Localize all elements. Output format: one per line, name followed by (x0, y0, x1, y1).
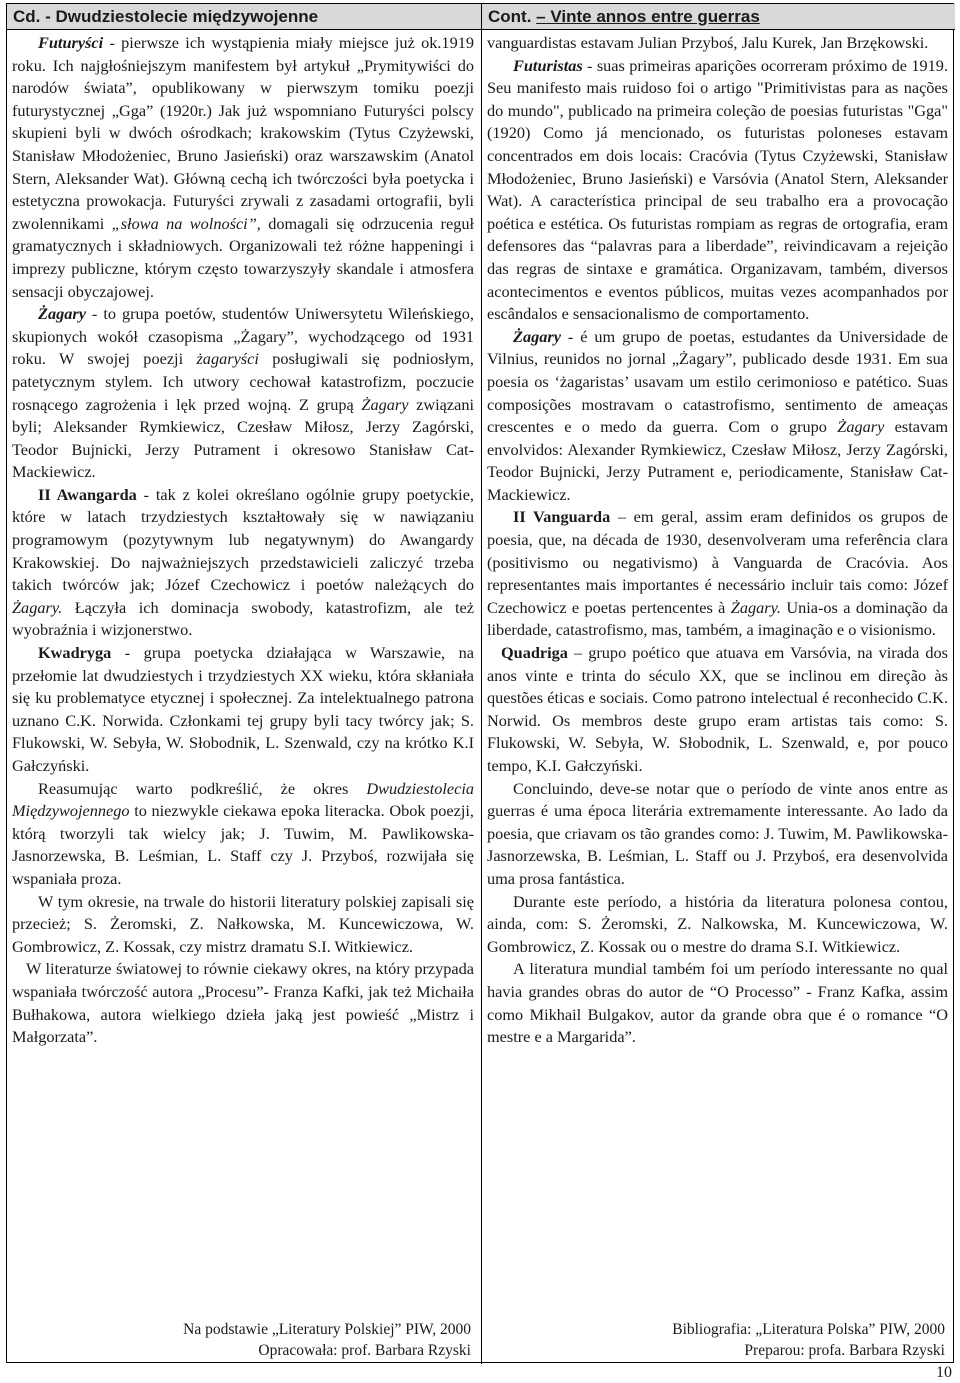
kwadryga-paragraph (12, 642, 474, 778)
futurysci-text-2: , domagali się odrzucenia reguł gramatycznych i składniowych. Organizowali też różne happeningi i imprezy publiczne, którym często towarzyszyły skandale i atmosfera sensacji obyczajowej. (12, 213, 475, 301)
quadriga-term: Quadriga (501, 643, 568, 663)
header-title-underlined (536, 7, 760, 26)
awangarda-term: II Awangarda (38, 484, 137, 504)
summary-rest: to niezwykle ciekawa epoka literacka. Obok poezji, którą tworzyli tak wielcy jak; J. Tuwim, M. Pawlikowska-Jasnorzewska, B. Leśmian, L. Staff czy J. Przyboś, rozwijała się wspaniała proza. (12, 801, 474, 888)
portuguese-column (482, 30, 955, 1364)
futuristas-paragraph (487, 55, 948, 326)
vanguarda-text-2: Unia-os a dominação da liberdade, catastrofismo, mas, também, a imaginação e o visionismo. (487, 597, 948, 640)
bilingual-table (6, 3, 954, 1363)
vanguarda-term: II Vanguarda (513, 507, 611, 527)
zagary-text-2: posługiwali się podniosłym, patetycznym stylem. Ich utwory cechował katastrofizm, poczucie rosnącego zagrożenia i lęk przed wojną. Z grupą (12, 349, 475, 414)
zagary-text: - to grupa poetów, studentów Uniwersytetu Wileńskiego, skupionych wokół czasopisma „Żagary”, wychodzącego od 1931 roku. W swojej poezji (12, 304, 474, 369)
kwadryga-text: - grupa poetycka działająca w Warszawie, na przełomie lat dwudziestych i trzydziestych XX wieku, która skłaniała się ku problematyce etycznej i społecznej. Za intelektualnego patrona uznano C.K. Norwida. Członkami tej grupy byli tacy twórcy jak; S. Flukowski, W. Sebyła, W. Słobodnik, L. Szenwald, czy na krótko K.I Gałczyński. (12, 643, 474, 775)
awangarda-text-2: Łączyła ich dominacja swobody, katastrofizm, ale też wyobraźnia i wizjonerstwo. (12, 597, 474, 640)
zagary-pt-text: - é um grupo de poetas, estudantes da Universidade de Vilnius, reunidos no jornal „Żagary”, publicado desde 1931. Em sua poesia os ‘żagaristas’ usavam um estilo cerimonioso e patético. Suas composições mostravam o catastrofismo, sentimento de ameaças crescentes e o medo da guerra. Com o grupo (487, 326, 948, 437)
summary-term: Dwudziestolecia Międzywojennego (12, 778, 474, 821)
awangarda-text: - tak z kolei określano ogólnie grupy poetyckie, które w latach trzydziestych kształtowały się w nawiązaniu programowym (pozytywnym lub negatywnym) do Awangardy Krakowskiej. Do najważniejszych przedstawicieli zaliczyć trzeba takich twórców jak; Józef Czechowicz i poetów należących do (12, 484, 474, 595)
conclusion-paragraph: Concluindo, deve-se notar que o período de vinte anos entre as guerras é uma época literária extremamente interessante. Ao lado da poesia, que criavam os tão grandes como: J. Tuwim, M. Pawlikowska-Jasnorzewska, B. Leśmian, L. Staff ou J. Przyboś, era desenvolvida uma prosa fantástica. (487, 778, 948, 888)
vanguarda-zagary: Żagary. (730, 597, 781, 617)
zagary-text-3: związani byli; Aleksander Rymkiewicz, Czesław Miłosz, Jerzy Zagórski, Teodor Bujnicki, Jerzy Putrament i okresowo Stanisław Cat-Mackiewicz. (12, 394, 475, 482)
futurysci-term: Futuryści (38, 33, 104, 52)
quadriga-text: – grupo poético que atuava em Varsóvia, na virada dos anos vinte e trinta do século XX, que se inclinou em direção às questões éticas e sociais. Como patrono intelectual é reconhecido C.K. Norwid. Os membros deste grupo eram artistas tais como: S. Flukowski, W. Sebyła, W. Słobodnik, L. Szenwald, e, por pouco tempo, K.I. Gałczyński. (487, 643, 948, 775)
polish-header: Cd. - Dwudziestolecie międzywojenne (7, 4, 482, 30)
header-prefix: Cont. (488, 7, 537, 26)
futurysci-text: - pierwsze ich wystąpienia miały miejsce już ok.1919 roku. Ich najgłośniejszym manifestem był artykuł „Prymitywiści do narodów świata”, opublikowany w pierwszym tomiku poezji futurystycznej „Gga” (1920r.) Jak już wspomniano Futuryści polscy skupieni byli w dwóch ośrodkach; krakowskim (Tytus Czyżewski, Stanisław Młodożeniec, Bruno Jasieński) oraz warszawskim (Anatol Stern, Aleksander Wat). Główną cechą ich twórczości była poetycka i estetyczna prowokacja. Futuryści zrywali z zasadami ortografii, byli zwolennikami (12, 33, 474, 233)
summary-paragraph (12, 778, 474, 891)
world-pt-paragraph: A literatura mundial também foi um período interessante no qual havia grandes obras do autor de “O Processo” - Franz Kafka, assim como Mikhail Bulgakov, autor da grande obra que é o romance “O mestre e a Margarida”. (487, 959, 948, 1047)
summary-start: Reasumując warto podkreślić, że okres (38, 778, 367, 798)
polish-source: Na podstawie „Literatury Polskiej” PIW, 2000 (183, 1321, 471, 1338)
zagary-paragraph (12, 303, 474, 484)
futuristas-term: Futuristas (513, 55, 583, 75)
prose-pt-paragraph: Durante este período, a história da literatura polonesa contou, ainda, com: S. Żeromski, Z. Nalkowska, M. Kuncewiczowa, W. Gombrowicz, Z. Kossak ou o mestre do drama S.I. Witkiewicz. (487, 891, 948, 956)
portuguese-signature (672, 1319, 945, 1361)
portuguese-header (482, 4, 955, 30)
quadriga-paragraph (487, 642, 948, 778)
portuguese-author: Preparou: profa. Barbara Rzyski (744, 1342, 945, 1359)
page-number: 10 (936, 1364, 952, 1381)
zagary-pt-term-2: Żagary (837, 417, 885, 437)
header-title-text: Vinte annos entre guerras (545, 7, 760, 26)
kwadryga-term: Kwadryga (38, 643, 112, 663)
world-paragraph: W literaturze światowej to równie ciekawy okres, na który przypada wspaniała twórczość autora „Procesu”- Franza Kafki, jak też Michaiła Bułhakowa, autora wielkiego dzieła jaką jest powieść „Mistrz i Małgorzata”. (12, 959, 474, 1047)
header-dash: – (536, 7, 546, 26)
futurysci-paragraph (12, 32, 474, 303)
continuation-paragraph: vanguardistas estavam Julian Przyboś, Jalu Kurek, Jan Brzękowski. (487, 33, 929, 52)
vanguarda-text: – em geral, assim eram definidos os grupos de poesia, que, na década de 1930, desenvolveram uma referência clara (positivismo ou negativismo) à Vanguarda de Cracóvia. Aos representantes mais importantes é necessário incluir tais como: Józef Czechowicz e poetas pertencentes à (487, 507, 948, 617)
prose-paragraph: W tym okresie, na trwale do historii literatury polskiej zapisali się przecież; S. Żeromski, Z. Nałkowska, M. Kuncewiczowa, W. Gombrowicz, Z. Kossak, czy mistrz dramatu S.I. Witkiewicz. (12, 891, 474, 956)
zagary-term: Żagary (38, 304, 86, 324)
slowa-na-wolnosci-term: „słowa na wolności” (111, 213, 257, 233)
zagarysci-term: żagaryści (196, 349, 259, 369)
zagary-term-2: Żagary (361, 394, 409, 414)
futuristas-text: - suas primeiras aparições ocorreram próximo de 1919. Seu manifesto mais ruidoso foi o artigo "Primitivistas para as nações do mundo", publicado na primeira coleção de poesias futuristas "Gga" (1920) Como já mencionado, os futuristas poloneses estavam concentrados em dois locais: Cracóvia (Tytus Czyżewski, Stanisław Młodożeniec, Bruno Jasieński) e Varsóvia (Anatol Stern, Aleksander Wat). A característica principal de seu trabalho era a provocação poética e estética. Os futuristas rompiam as regras de ortografia, eram defensores das “palavras para a liberdade”, reivindicavam a rejeição das regras de sintaxe e gramática. Organizavam, também, diversos acontecimentos e eventos públicos, muitas vezes acompanhados por escândalos e sensacionalismo de comportamento. (487, 55, 948, 324)
vanguarda-paragraph (487, 506, 948, 642)
awangarda-zagary: Żagary. (12, 597, 63, 617)
zagary-pt-term: Żagary (513, 326, 561, 346)
polish-signature (183, 1319, 471, 1361)
awangarda-paragraph (12, 484, 474, 642)
polish-column (7, 30, 482, 1364)
portuguese-bibliography: Bibliografia: „Literatura Polska” PIW, 2000 (672, 1321, 945, 1338)
polish-author: Opracowała: prof. Barbara Rzyski (258, 1342, 471, 1359)
zagary-pt-text-2: estavam envolvidos: Alexander Rymkiewicz, Czesław Miłosz, Jerzy Zagórski, Teodor Bujnicki, Jerzy Putrament e, periodicamente, Stanisław Cat-Mackiewicz. (487, 417, 948, 504)
zagary-pt-paragraph (487, 326, 948, 507)
